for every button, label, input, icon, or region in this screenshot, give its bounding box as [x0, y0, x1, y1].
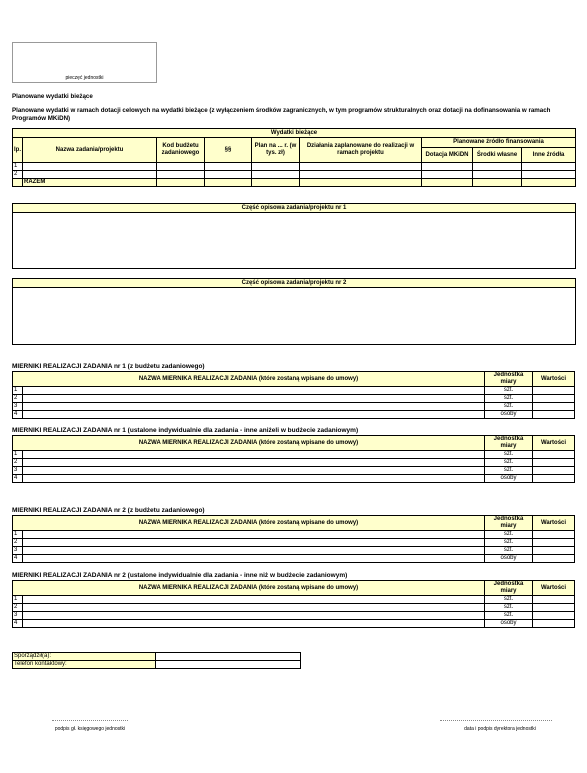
table-row	[13, 620, 575, 628]
value-field[interactable]	[533, 475, 575, 483]
table-row	[13, 163, 576, 171]
measures-table-1	[12, 371, 575, 419]
value-header: Wartości	[533, 372, 575, 387]
value-field[interactable]	[533, 531, 575, 539]
table-row	[13, 547, 575, 555]
table-row	[13, 596, 575, 604]
cell-input[interactable]	[157, 171, 205, 179]
measures-table-3	[12, 515, 575, 563]
unit-cell: szt.	[485, 387, 533, 395]
unit-cell: osoby	[485, 411, 533, 419]
col-other-sources: Inne źródła	[522, 148, 576, 163]
total-row	[13, 179, 576, 187]
measures-table-2	[12, 435, 575, 483]
col-paragraphs: §§	[205, 138, 252, 163]
section-heading: Planowane wydatki bieżące	[12, 93, 93, 100]
measure-name-field[interactable]	[23, 403, 485, 411]
table-row	[13, 451, 575, 459]
measure-name-field[interactable]	[23, 459, 485, 467]
row-number: 2	[13, 171, 23, 179]
phone-field[interactable]	[156, 661, 301, 669]
value-field[interactable]	[533, 459, 575, 467]
stamp-label: pieczęć jednostki	[65, 75, 104, 81]
cell-input[interactable]	[23, 171, 157, 179]
cell-input[interactable]	[522, 163, 576, 171]
signature-label-left: podpis gł. księgowego jednostki	[54, 726, 126, 732]
measure-name-field[interactable]	[23, 620, 485, 628]
unit-cell: szt.	[485, 596, 533, 604]
measure-name-header: NAZWA MIERNIKA REALIZACJI ZADANIA (które zostaną wpisane do umowy)	[13, 372, 485, 387]
signature-label-right: data i podpis dyrektora jednostki	[464, 726, 536, 732]
unit-cell: osoby	[485, 555, 533, 563]
signature-line-right	[440, 720, 552, 721]
phone-label: Telefon kontaktowy:	[13, 661, 156, 669]
contact-table	[12, 652, 301, 669]
row-number: 1	[13, 531, 23, 539]
description-title-2: Część opisowa zadania/projektu nr 2	[13, 279, 575, 288]
table-row	[13, 411, 575, 419]
unit-cell: szt.	[485, 547, 533, 555]
measure-name-field[interactable]	[23, 387, 485, 395]
row-number: 4	[13, 475, 23, 483]
col-own-funds: Środki własne	[473, 148, 522, 163]
table-row	[13, 475, 575, 483]
row-number: 3	[13, 547, 23, 555]
table-row	[13, 171, 576, 179]
measures-table-4	[12, 580, 575, 628]
value-header: Wartości	[533, 436, 575, 451]
unit-cell: szt.	[485, 604, 533, 612]
value-field[interactable]	[533, 604, 575, 612]
value-header: Wartości	[533, 516, 575, 531]
measures-title-4: MIERNIKI REALIZACJI ZADANIA nr 2 (ustalone indywidualnie dla zadania - inne niż w budżecie zadaniowym)	[12, 572, 348, 579]
description-box-2[interactable]	[12, 278, 576, 345]
cell-input[interactable]	[473, 171, 522, 179]
measures-title-2: MIERNIKI REALIZACJI ZADANIA nr 1 (ustalone indywidualnie dla zadania - inne aniżeli w budżecie zadaniowym)	[12, 427, 359, 434]
row-number: 3	[13, 612, 23, 620]
total-label: RAZEM	[23, 179, 157, 187]
description-title-1: Część opisowa zadania/projektu nr 1	[13, 204, 575, 213]
row-number: 2	[13, 459, 23, 467]
col-funding-sources: Planowane źródło finansowania	[422, 138, 576, 148]
unit-header: Jednostka miary	[485, 436, 533, 451]
measure-name-field[interactable]	[23, 612, 485, 620]
unit-cell: szt.	[485, 467, 533, 475]
col-task-name: Nazwa zadania/projektu	[23, 138, 157, 163]
unit-cell: szt.	[485, 612, 533, 620]
table-row	[13, 395, 575, 403]
cell-input[interactable]	[205, 171, 252, 179]
table-row	[13, 403, 575, 411]
table-row	[13, 604, 575, 612]
row-number: 4	[13, 411, 23, 419]
unit-header: Jednostka miary	[485, 581, 533, 596]
value-field[interactable]	[533, 395, 575, 403]
value-field[interactable]	[533, 620, 575, 628]
unit-cell: szt.	[485, 539, 533, 547]
intro-text: Planowane wydatki w ramach dotacji celowych na wydatki bieżące (z wyłączeniem środków zagranicznych, w tym programów strukturalnych oraz dotacji na dofinansowania w ramach Programów MKiDN)	[12, 107, 551, 122]
cell-input[interactable]	[300, 163, 422, 171]
cell-input[interactable]	[157, 163, 205, 171]
unit-cell: szt.	[485, 395, 533, 403]
row-number: 3	[13, 467, 23, 475]
measure-name-field[interactable]	[23, 451, 485, 459]
value-field[interactable]	[533, 612, 575, 620]
measure-name-header: NAZWA MIERNIKA REALIZACJI ZADANIA (które zostaną wpisane do umowy)	[13, 516, 485, 531]
cell-input[interactable]	[252, 171, 300, 179]
measure-name-field[interactable]	[23, 539, 485, 547]
measure-name-field[interactable]	[23, 467, 485, 475]
table-row	[13, 531, 575, 539]
unit-cell: szt.	[485, 451, 533, 459]
table-row	[13, 612, 575, 620]
measure-name-field[interactable]	[23, 395, 485, 403]
cell-input[interactable]	[422, 171, 473, 179]
cell-input[interactable]	[300, 171, 422, 179]
table-row	[13, 467, 575, 475]
cell-input[interactable]	[522, 171, 576, 179]
table-row	[13, 387, 575, 395]
col-dotacja: Dotacja MKiDN	[422, 148, 473, 163]
row-number: 2	[13, 395, 23, 403]
measure-name-field[interactable]	[23, 596, 485, 604]
value-field[interactable]	[533, 539, 575, 547]
table-row	[13, 459, 575, 467]
group-title: Wydatki bieżące	[13, 129, 576, 138]
row-number: 1	[13, 451, 23, 459]
row-number: 4	[13, 555, 23, 563]
unit-cell: osoby	[485, 475, 533, 483]
measure-name-field[interactable]	[23, 531, 485, 539]
cell-input[interactable]	[23, 163, 157, 171]
col-budget-code: Kod budżetu zadaniowego	[157, 138, 205, 163]
measure-name-field[interactable]	[23, 604, 485, 612]
expenses-table	[12, 128, 576, 187]
unit-cell: szt.	[485, 459, 533, 467]
row-number: 3	[13, 403, 23, 411]
stamp-box	[12, 42, 157, 83]
measure-name-field[interactable]	[23, 555, 485, 563]
row-number: 1	[13, 596, 23, 604]
value-field[interactable]	[533, 411, 575, 419]
signature-line-left	[52, 720, 128, 721]
unit-cell: szt.	[485, 403, 533, 411]
measure-name-field[interactable]	[23, 547, 485, 555]
measures-title-3: MIERNIKI REALIZACJI ZADANIA nr 2 (z budżetu zadaniowego)	[12, 507, 205, 514]
row-number: 4	[13, 620, 23, 628]
row-number: 2	[13, 604, 23, 612]
cell-input[interactable]	[473, 163, 522, 171]
unit-header: Jednostka miary	[485, 372, 533, 387]
cell-input[interactable]	[422, 163, 473, 171]
unit-cell: osoby	[485, 620, 533, 628]
prepared-by-field[interactable]	[156, 653, 301, 661]
value-field[interactable]	[533, 387, 575, 395]
value-header: Wartości	[533, 581, 575, 596]
measure-name-header: NAZWA MIERNIKA REALIZACJI ZADANIA (które zostaną wpisane do umowy)	[13, 581, 485, 596]
row-number: 1	[13, 387, 23, 395]
table-row	[13, 539, 575, 547]
col-lp: lp.	[13, 138, 23, 163]
measure-name-field[interactable]	[23, 411, 485, 419]
col-plan: Plan na ... r. (w tys. zł)	[252, 138, 300, 163]
measures-title-1: MIERNIKI REALIZACJI ZADANIA nr 1 (z budżetu zadaniowego)	[12, 363, 205, 370]
row-number: 2	[13, 539, 23, 547]
col-actions: Działania zaplanowane do realizacji w ramach projektu	[300, 138, 422, 163]
table-row	[13, 555, 575, 563]
value-field[interactable]	[533, 403, 575, 411]
measure-name-field[interactable]	[23, 475, 485, 483]
row-number: 1	[13, 163, 23, 171]
unit-header: Jednostka miary	[485, 516, 533, 531]
value-field[interactable]	[533, 547, 575, 555]
description-box-1[interactable]	[12, 203, 576, 269]
measure-name-header: NAZWA MIERNIKA REALIZACJI ZADANIA (które zostaną wpisane do umowy)	[13, 436, 485, 451]
prepared-by-label: Sporządził(a):	[13, 653, 156, 661]
cell-input[interactable]	[252, 163, 300, 171]
value-field[interactable]	[533, 467, 575, 475]
value-field[interactable]	[533, 451, 575, 459]
value-field[interactable]	[533, 596, 575, 604]
unit-cell: szt.	[485, 531, 533, 539]
value-field[interactable]	[533, 555, 575, 563]
cell-input[interactable]	[205, 163, 252, 171]
